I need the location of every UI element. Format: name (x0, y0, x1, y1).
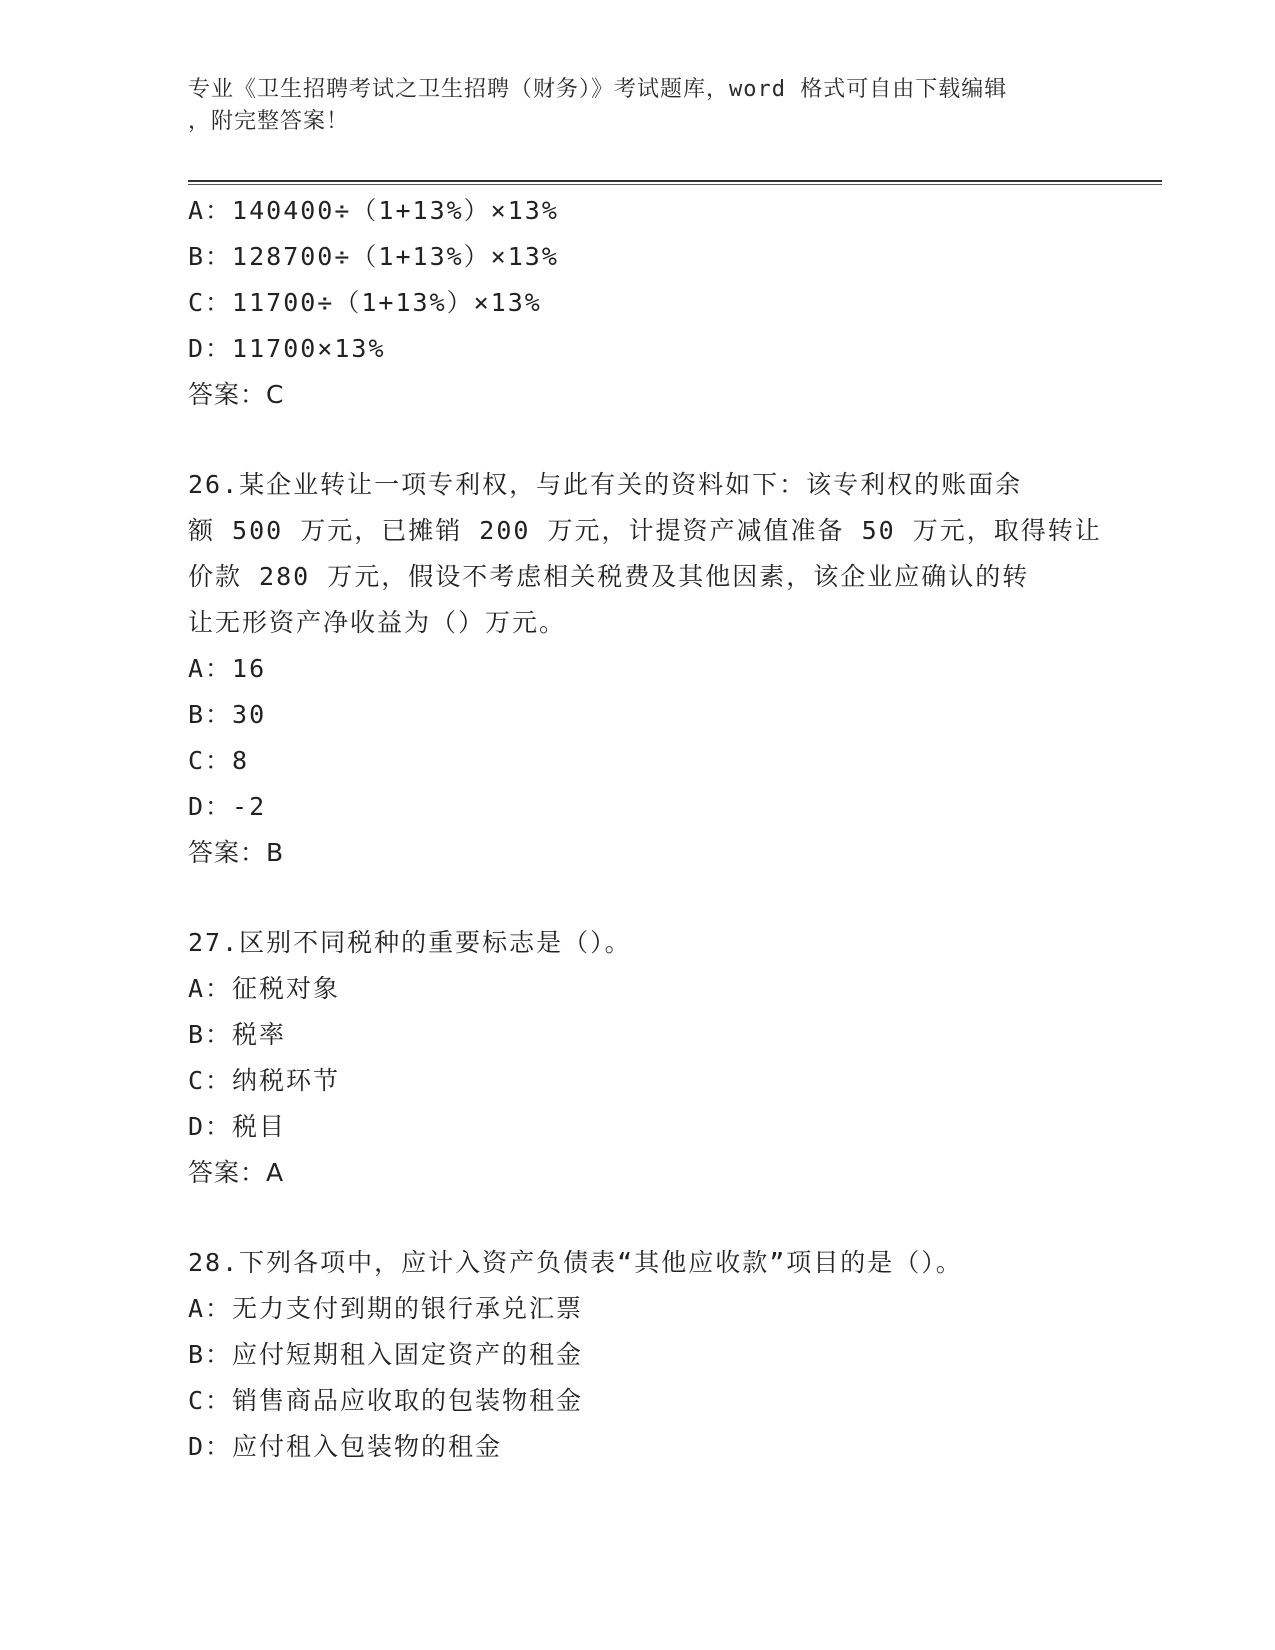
header-line-1: 专业《卫生招聘考试之卫生招聘（财务）》考试题库，word 格式可自由下载编辑 (188, 77, 1008, 102)
spacer (188, 418, 1088, 462)
option-a: A：140400÷（1+13%）×13% (188, 196, 559, 225)
option-a: A：征税对象 (188, 974, 341, 1003)
option-d: D：-2 (188, 792, 267, 821)
option-c: C：销售商品应收取的包装物租金 (188, 1386, 584, 1415)
question-content (188, 188, 1102, 1470)
option-c: C：纳税环节 (188, 1066, 341, 1095)
question-text-line-1: 27.区别不同税种的重要标志是（）。 (188, 928, 632, 957)
answer-line: 答案：C (188, 380, 285, 409)
option-a: A：16 (188, 654, 267, 683)
question-text-line-3: 价款 280 万元，假设不考虑相关税费及其他因素，该企业应确认的转 (188, 562, 1030, 591)
answer-line: 答案：A (188, 1158, 285, 1187)
option-a: A：无力支付到期的银行承兑汇票 (188, 1294, 584, 1323)
question-text-line-4: 让无形资产净收益为（）万元。 (188, 608, 567, 637)
option-b: B：税率 (188, 1020, 287, 1049)
question-25 (188, 188, 1088, 418)
answer-line: 答案：B (188, 838, 285, 867)
option-d: D：税目 (188, 1112, 287, 1141)
question-text-line-2: 额 500 万元，已摊销 200 万元，计提资产减值准备 50 万元，取得转让 (188, 516, 1102, 545)
spacer (188, 1196, 1088, 1240)
header-rule-thick (188, 180, 1162, 182)
option-d: D：11700×13% (188, 334, 386, 363)
option-b: B：128700÷（1+13%）×13% (188, 242, 559, 271)
option-c: C：11700÷（1+13%）×13% (188, 288, 542, 317)
option-d: D：应付租入包装物的租金 (188, 1432, 503, 1461)
spacer (188, 876, 1088, 920)
question-28 (188, 1240, 1088, 1470)
question-text-line-1: 26.某企业转让一项专利权，与此有关的资料如下：该专利权的账面余 (188, 470, 1023, 499)
question-27 (188, 920, 1088, 1196)
question-text-line-1: 28.下列各项中，应计入资产负债表“其他应收款”项目的是（）。 (188, 1248, 963, 1277)
option-c: C：8 (188, 746, 250, 775)
option-b: B：30 (188, 700, 267, 729)
option-b: B：应付短期租入固定资产的租金 (188, 1340, 584, 1369)
document-header (188, 74, 1088, 138)
header-line-2: ，附完整答案！ (188, 109, 350, 134)
header-rule-thin (188, 184, 1162, 185)
question-26 (188, 462, 1102, 876)
